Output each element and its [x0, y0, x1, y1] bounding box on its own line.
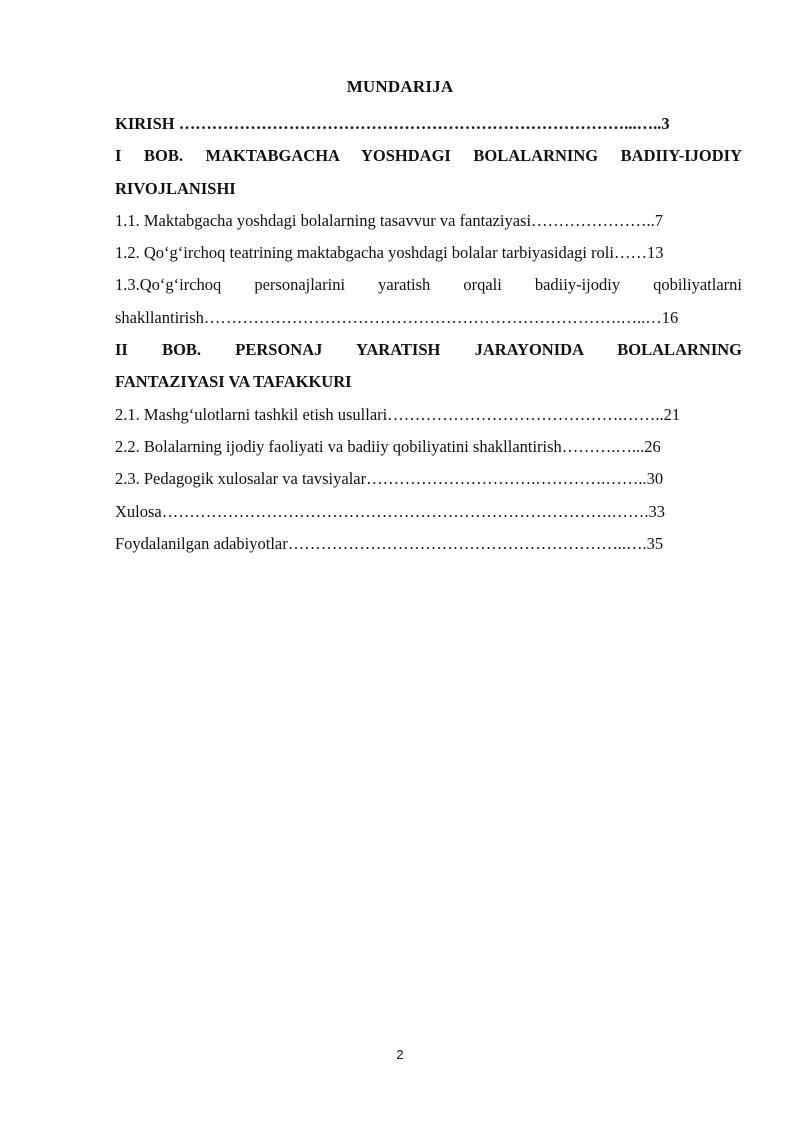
toc-chapter-1-heading-cont: RIVOJLANISHI: [115, 178, 236, 198]
toc-chapter-2-heading: II BOB. PERSONAJ YARATISH JARAYONIDA BOLALARNING: [115, 340, 742, 360]
toc-entry-2-2: 2.2. Bolalarning ijodiy faoliyati va badiiy qobiliyatini shakllantirish……….…...26: [115, 436, 661, 456]
toc-chapter-2-heading-cont: FANTAZIYASI VA TAFAKKURI: [115, 372, 352, 392]
toc-entry-1-1: 1.1. Maktabgacha yoshdagi bolalarning tasavvur va fantaziyasi…………………..7: [115, 210, 664, 230]
toc-chapter-1-heading: I BOB. MAKTABGACHA YOSHDAGI BOLALARNING BADIIY-IJODIY: [115, 146, 742, 166]
toc-entry-1-2: 1.2. Qo‘g‘irchoq teatrining maktabgacha yoshdagi bolalar tarbiyasidagi roli……13: [115, 243, 664, 263]
toc-entry-2-3: 2.3. Pedagogik xulosalar va tavsiyalar………………………….………….……..30: [115, 469, 664, 489]
page-number: 2: [396, 1047, 404, 1062]
toc-entry-2-1: 2.1. Mashg‘ulotlarni tashkil etish usullari…………………………………….……..21: [115, 404, 681, 424]
toc-entry-xulosa: Xulosa……………………………………………………………………….…….33: [115, 501, 665, 521]
toc-entry-kirish: KIRISH ………………………………………………………………………...…..3: [115, 114, 670, 133]
table-of-contents: [115, 108, 742, 560]
toc-entry-adabiyotlar: Foydalanilgan adabiyotlar……………………………………………………..….35: [115, 533, 664, 553]
toc-entry-1-3-cont: shakllantirish………………………………………………………………….…..…16: [115, 307, 679, 327]
toc-entry-1-3: 1.3.Qo‘g‘irchoq personajlarini yaratish orqali badiiy-ijodiy qobiliyatlarni: [115, 275, 742, 295]
page-title: MUNDARIJA: [346, 77, 454, 96]
